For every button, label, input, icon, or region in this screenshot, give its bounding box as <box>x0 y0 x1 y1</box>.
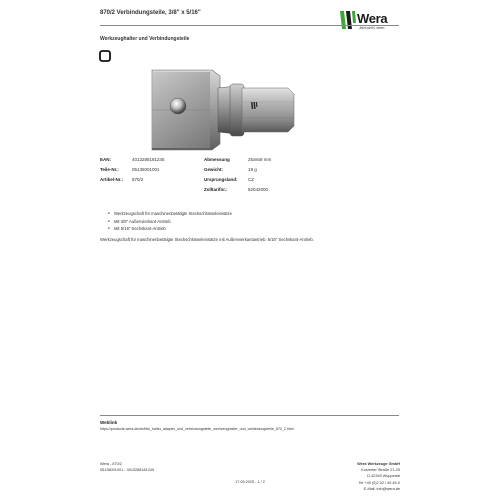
dimensions-label: Abmessung <box>204 157 230 162</box>
section-title: Werkzeughalter und Verbindungsteile <box>100 36 190 42</box>
logo-wordmark: Wera <box>357 11 388 26</box>
product-photo <box>148 66 308 152</box>
feature-item: ■ Mit 3/8" Außenvierkant-Antrieb <box>108 218 232 226</box>
company-city: D-42349 Wuppertal <box>367 474 400 479</box>
customs-label: Zolltarifnr.: <box>204 187 228 192</box>
tool-number-label: Teile-Nr.: <box>100 167 119 172</box>
weight-value: 19 g <box>248 167 257 172</box>
wera-logo <box>337 9 397 31</box>
wera-logo-icon <box>337 9 357 31</box>
weblink-label: Weblink <box>100 420 118 425</box>
footer-product-ref <box>100 461 154 473</box>
weight-label: Gewicht: <box>204 167 224 172</box>
footer-product-line: Wera - 870/2 <box>100 462 122 466</box>
ean-label: EAN: <box>100 157 111 162</box>
header-divider <box>100 25 399 26</box>
article-number-label: Artikel-Nr.: <box>100 177 124 182</box>
company-phone: Tel +49 (0)2 02 / 40 45-0 <box>358 480 400 485</box>
weblink-url[interactable]: https://products.wera.de/de/bits_halter_adapter_und_verbindungsteile_werkzeughalter_und_verbindungsteile_870_2.html <box>100 427 294 431</box>
feature-item: ■ Werkzeugschaft für maschinenbetätigte Steckschlüsseleinsätze <box>108 210 232 218</box>
customs-value: 82042000 <box>248 187 269 192</box>
feature-list <box>108 210 232 233</box>
footer-company-address <box>357 461 400 492</box>
article-number-value: 870/2 <box>132 177 144 182</box>
ean-value: 4013288181245 <box>132 157 165 162</box>
tool-number-value: 05136001001 <box>132 167 160 172</box>
page-date-number: 17.09.2025 - 1 / 2 <box>235 480 265 484</box>
page-title: 870/2 Verbindungsteile, 3/8" x 5/16" <box>100 10 201 16</box>
company-street: Korzerter Straße 21-25 <box>361 468 400 473</box>
origin-label: Ursprungsland: <box>204 177 238 182</box>
company-name: Wera Werkzeuge GmbH <box>357 462 400 466</box>
product-description: Werkzeugschaft für maschinenbetätigte Steckschlüsseleinsätze mit Außenvierkantantrieb, 5/16" Sechskant-Antrieb. <box>100 237 314 242</box>
dimensions-value: 25x8x8 mm <box>248 157 272 162</box>
origin-value: CZ <box>248 177 254 182</box>
footer-codes-line: 05136001001 - 4013288181245 <box>100 468 155 473</box>
logo-tagline: Jetzt wird's. Ideen <box>359 26 385 30</box>
feature-item: ■ Mit 5/16" Sechskant-Antrieb <box>108 225 232 233</box>
square-drive-icon <box>99 50 111 62</box>
footer-divider <box>100 415 399 416</box>
company-email[interactable]: E-Mail: info@wera.de <box>363 486 400 491</box>
